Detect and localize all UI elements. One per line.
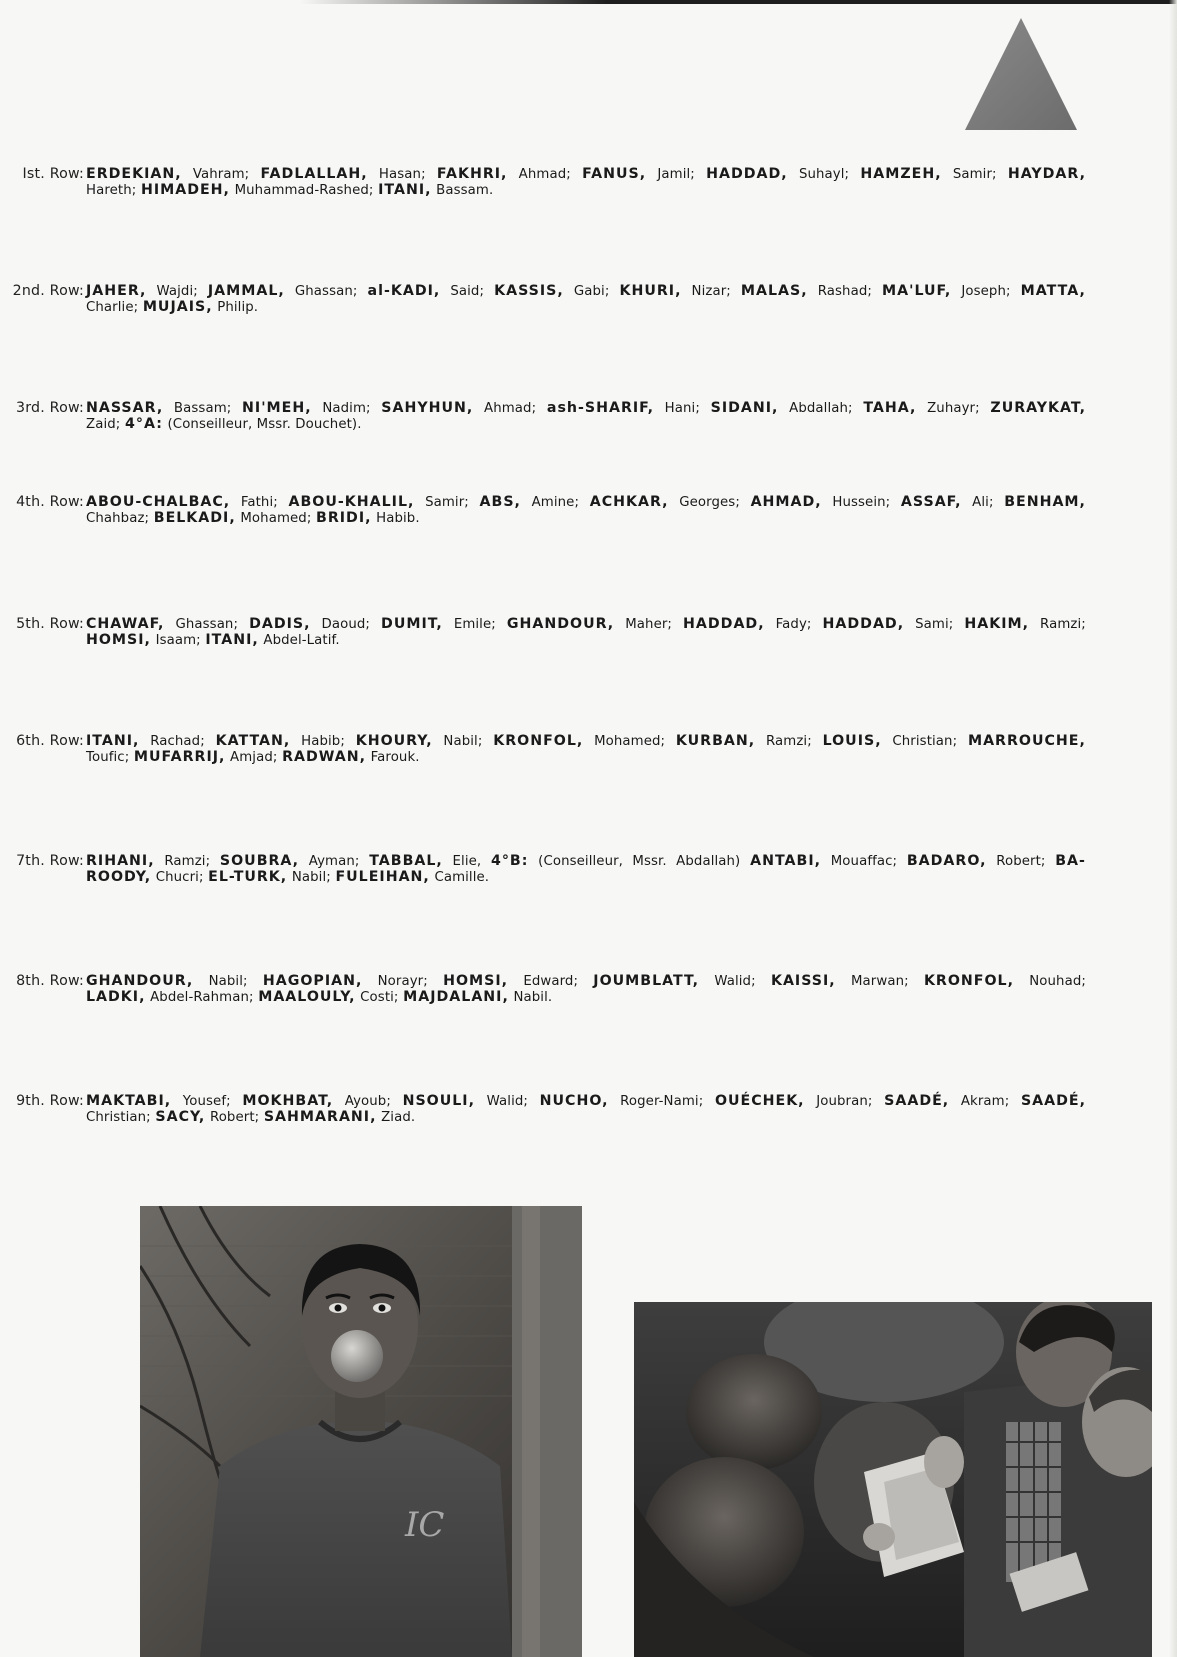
surname: BADARO, xyxy=(906,853,987,869)
surname: GHANDOUR, xyxy=(86,973,194,989)
given-name: Georges; xyxy=(679,495,740,510)
given-name: Nizar; xyxy=(691,284,731,299)
given-name: Christian; xyxy=(86,1110,151,1125)
surname: SIDANI, xyxy=(710,400,779,416)
surname: ABOU-KHALIL, xyxy=(288,494,415,510)
row-names xyxy=(86,1093,1086,1126)
roster-line xyxy=(86,182,1086,199)
surname: FAKHRI, xyxy=(436,166,508,182)
surname: JOUMBLATT, xyxy=(593,973,700,989)
page-edge xyxy=(1169,0,1177,1657)
given-name: Fathi; xyxy=(240,495,278,510)
photo-student-with-ball xyxy=(140,1206,582,1657)
surname: MOKHBAT, xyxy=(242,1093,334,1109)
given-name: Nabil. xyxy=(513,990,553,1005)
surname: ZURAYKAT, xyxy=(990,400,1086,416)
surname: HIMADEH, xyxy=(140,182,230,198)
given-name: Bassam. xyxy=(436,183,494,198)
given-name: Toufic; xyxy=(86,750,130,765)
row-label: 9th. Row: xyxy=(16,1093,84,1109)
given-name: Amjad; xyxy=(230,750,278,765)
given-name: Ali; xyxy=(972,495,994,510)
surname: 4°B: xyxy=(490,853,529,869)
row-label: 7th. Row: xyxy=(16,853,84,869)
surname: HADDAD, xyxy=(822,616,905,632)
given-name: Rachad; xyxy=(150,734,205,749)
surname: HADDAD, xyxy=(706,166,788,182)
given-name: Charlie; xyxy=(86,300,139,315)
surname: MAJDALANI, xyxy=(403,989,509,1005)
photo-students-with-book xyxy=(634,1302,1152,1657)
surname: HOMSI, xyxy=(443,973,509,989)
surname: BENHAM, xyxy=(1004,494,1086,510)
surname: KHURI, xyxy=(619,283,682,299)
given-name: Habib; xyxy=(301,734,345,749)
given-name: Suhayl; xyxy=(798,167,850,182)
given-name: Ayoub; xyxy=(344,1094,391,1109)
given-name: Bassam; xyxy=(173,401,232,416)
roster-line xyxy=(86,973,1086,990)
roster-line xyxy=(86,416,1086,433)
surname: ash-SHARIF, xyxy=(546,400,654,416)
given-name: Emile; xyxy=(453,617,496,632)
given-name: Wajdi; xyxy=(156,284,198,299)
given-name: (Conseilleur, Mssr. Abdallah) xyxy=(538,854,741,869)
roster-line xyxy=(86,733,1086,750)
given-name: Farouk. xyxy=(370,750,420,765)
surname: 4°A: xyxy=(125,416,163,432)
given-name: Elie, xyxy=(452,854,482,869)
given-name: Nabil; xyxy=(208,974,248,989)
roster-line xyxy=(86,616,1086,633)
given-name: Samir; xyxy=(952,167,997,182)
triangle-emblem xyxy=(965,18,1077,130)
surname: SAADÉ, xyxy=(884,1093,950,1109)
given-name: Chahbaz; xyxy=(86,511,150,526)
surname: NI'MEH, xyxy=(242,400,312,416)
surname: ABS, xyxy=(479,494,521,510)
row-names xyxy=(86,973,1086,1006)
svg-text:IC: IC xyxy=(405,1505,445,1545)
given-name: Jamil; xyxy=(657,167,695,182)
given-name: Akram; xyxy=(960,1094,1010,1109)
surname: FADLALLAH, xyxy=(260,166,368,182)
roster-line xyxy=(86,989,1086,1006)
surname: BELKADI, xyxy=(153,510,236,526)
given-name: Ahmad; xyxy=(484,401,537,416)
surname: MARROUCHE, xyxy=(967,733,1086,749)
given-name: Nouhad; xyxy=(1029,974,1086,989)
surname: OUÉCHEK, xyxy=(714,1093,805,1109)
surname: HAMZEH, xyxy=(860,166,942,182)
given-name: Hasan; xyxy=(378,167,426,182)
given-name: Rashad; xyxy=(817,284,872,299)
roster-line xyxy=(86,299,1086,316)
given-name: Costi; xyxy=(360,990,399,1005)
given-name: Zuhayr; xyxy=(927,401,980,416)
surname: MUJAIS, xyxy=(142,299,213,315)
given-name: Abdel-Latif. xyxy=(263,633,340,648)
given-name: Ramzi; xyxy=(164,854,211,869)
given-name: Daoud; xyxy=(321,617,371,632)
row-label: Ist. Row: xyxy=(22,166,84,182)
surname: HOMSI, xyxy=(86,632,151,648)
surname: ASSAF, xyxy=(900,494,962,510)
given-name: Walid; xyxy=(486,1094,528,1109)
row-names xyxy=(86,853,1086,886)
surname: HAKIM, xyxy=(964,616,1030,632)
surname: BRIDI, xyxy=(316,510,372,526)
surname: FANUS, xyxy=(582,166,647,182)
roster-line xyxy=(86,283,1086,300)
given-name: Nabil; xyxy=(443,734,483,749)
given-name: Hareth; xyxy=(86,183,137,198)
surname: DUMIT, xyxy=(381,616,443,632)
row-label: 8th. Row: xyxy=(16,973,84,989)
given-name: Samir; xyxy=(425,495,469,510)
given-name: Mohamed; xyxy=(240,511,312,526)
given-name: Marwan; xyxy=(850,974,909,989)
given-name: Hani; xyxy=(664,401,700,416)
row-names xyxy=(86,283,1086,316)
surname: ACHKAR, xyxy=(589,494,669,510)
top-rule xyxy=(300,0,1177,4)
surname: ITANI, xyxy=(205,632,259,648)
given-name: Abdel-Rahman; xyxy=(150,990,254,1005)
surname: SAADÉ, xyxy=(1020,1093,1086,1109)
given-name: Ziad. xyxy=(381,1110,416,1125)
roster-line xyxy=(86,494,1086,511)
surname: SAHMARANI, xyxy=(263,1109,377,1125)
surname: MUFARRIJ, xyxy=(133,749,226,765)
given-name: Joubran; xyxy=(816,1094,873,1109)
roster-line xyxy=(86,749,1086,766)
given-name: Yousef; xyxy=(182,1094,231,1109)
roster-line xyxy=(86,1109,1086,1126)
surname: TAHA, xyxy=(863,400,917,416)
surname: ANTABI, xyxy=(750,853,821,869)
row-label: 6th. Row: xyxy=(16,733,84,749)
given-name: Maher; xyxy=(625,617,672,632)
given-name: Ramzi; xyxy=(765,734,812,749)
surname: NASSAR, xyxy=(86,400,164,416)
roster-line xyxy=(86,510,1086,527)
given-name: Sami; xyxy=(915,617,954,632)
given-name: Isaam; xyxy=(155,633,201,648)
given-name: Abdallah; xyxy=(789,401,853,416)
given-name: Walid; xyxy=(714,974,756,989)
surname: ITANI, xyxy=(378,182,432,198)
surname: KAISSI, xyxy=(770,973,836,989)
surname: ITANI, xyxy=(86,733,140,749)
given-name: Philip. xyxy=(217,300,259,315)
surname: BA- xyxy=(1055,853,1086,869)
given-name: Vahram; xyxy=(192,167,250,182)
surname: AHMAD, xyxy=(750,494,822,510)
surname: DADIS, xyxy=(249,616,311,632)
row-label: 2nd. Row: xyxy=(12,283,84,299)
surname: HAGOPIAN, xyxy=(262,973,363,989)
given-name: Zaid; xyxy=(86,417,121,432)
surname: FULEIHAN, xyxy=(335,869,430,885)
surname: ERDEKIAN, xyxy=(86,166,182,182)
surname: KATTAN, xyxy=(215,733,291,749)
given-name: Hussein; xyxy=(832,495,891,510)
surname: CHAWAF, xyxy=(86,616,165,632)
surname: MAALOULY, xyxy=(258,989,356,1005)
surname: TABBAL, xyxy=(369,853,443,869)
surname: al-KADI, xyxy=(367,283,441,299)
surname: MATTA, xyxy=(1020,283,1086,299)
given-name: Roger-Nami; xyxy=(620,1094,704,1109)
surname: KRONFOL, xyxy=(493,733,584,749)
surname: JAHER, xyxy=(86,283,147,299)
given-name: Robert; xyxy=(996,854,1046,869)
surname: ROODY, xyxy=(86,869,152,885)
given-name: Fady; xyxy=(775,617,812,632)
given-name: Said; xyxy=(450,284,485,299)
surname: MAKTABI, xyxy=(86,1093,172,1109)
surname: NUCHO, xyxy=(539,1093,609,1109)
given-name: (Conseilleur, Mssr. Douchet). xyxy=(167,417,362,432)
row-names xyxy=(86,400,1086,433)
roster-line xyxy=(86,166,1086,183)
given-name: Ahmad; xyxy=(518,167,571,182)
surname: HADDAD, xyxy=(683,616,765,632)
given-name: Christian; xyxy=(892,734,958,749)
roster-line xyxy=(86,853,1086,870)
given-name: Muhammad-Rashed; xyxy=(234,183,374,198)
given-name: Mohamed; xyxy=(594,734,666,749)
roster-line xyxy=(86,1093,1086,1110)
given-name: Edward; xyxy=(523,974,579,989)
surname: RADWAN, xyxy=(282,749,367,765)
row-names xyxy=(86,616,1086,649)
surname: ABOU-CHALBAC, xyxy=(86,494,231,510)
surname: SAHYHUN, xyxy=(381,400,474,416)
surname: KURBAN, xyxy=(675,733,756,749)
surname: GHANDOUR, xyxy=(506,616,615,632)
given-name: Ayman; xyxy=(308,854,360,869)
given-name: Ghassan; xyxy=(294,284,358,299)
given-name: Ramzi; xyxy=(1040,617,1086,632)
given-name: Mouaffac; xyxy=(830,854,898,869)
surname: KRONFOL, xyxy=(923,973,1014,989)
surname: SACY, xyxy=(155,1109,206,1125)
row-label: 3rd. Row: xyxy=(16,400,84,416)
given-name: Camille. xyxy=(434,870,490,885)
row-label: 5th. Row: xyxy=(16,616,84,632)
surname: KHOURY, xyxy=(355,733,433,749)
surname: EL-TURK, xyxy=(208,869,288,885)
row-label: 4th. Row: xyxy=(16,494,84,510)
row-names xyxy=(86,166,1086,199)
surname: RIHANI, xyxy=(86,853,155,869)
roster-line xyxy=(86,869,1086,886)
row-names xyxy=(86,494,1086,527)
surname: LOUIS, xyxy=(822,733,882,749)
given-name: Habib. xyxy=(376,511,420,526)
roster-line xyxy=(86,632,1086,649)
given-name: Nabil; xyxy=(291,870,331,885)
given-name: Amine; xyxy=(531,495,580,510)
given-name: Nadim; xyxy=(322,401,371,416)
surname: SOUBRA, xyxy=(219,853,300,869)
triangle-shape xyxy=(965,18,1077,130)
surname: KASSIS, xyxy=(494,283,564,299)
roster-line xyxy=(86,400,1086,417)
surname: MA'LUF, xyxy=(882,283,952,299)
given-name: Chucri; xyxy=(155,870,204,885)
row-names xyxy=(86,733,1086,766)
given-name: Gabi; xyxy=(573,284,610,299)
given-name: Ghassan; xyxy=(175,617,239,632)
surname: MALAS, xyxy=(740,283,808,299)
given-name: Robert; xyxy=(209,1110,260,1125)
surname: JAMMAL, xyxy=(207,283,285,299)
surname: HAYDAR, xyxy=(1007,166,1086,182)
surname: NSOULI, xyxy=(402,1093,475,1109)
surname: LADKI, xyxy=(86,989,146,1005)
given-name: Joseph; xyxy=(961,284,1011,299)
given-name: Norayr; xyxy=(377,974,428,989)
